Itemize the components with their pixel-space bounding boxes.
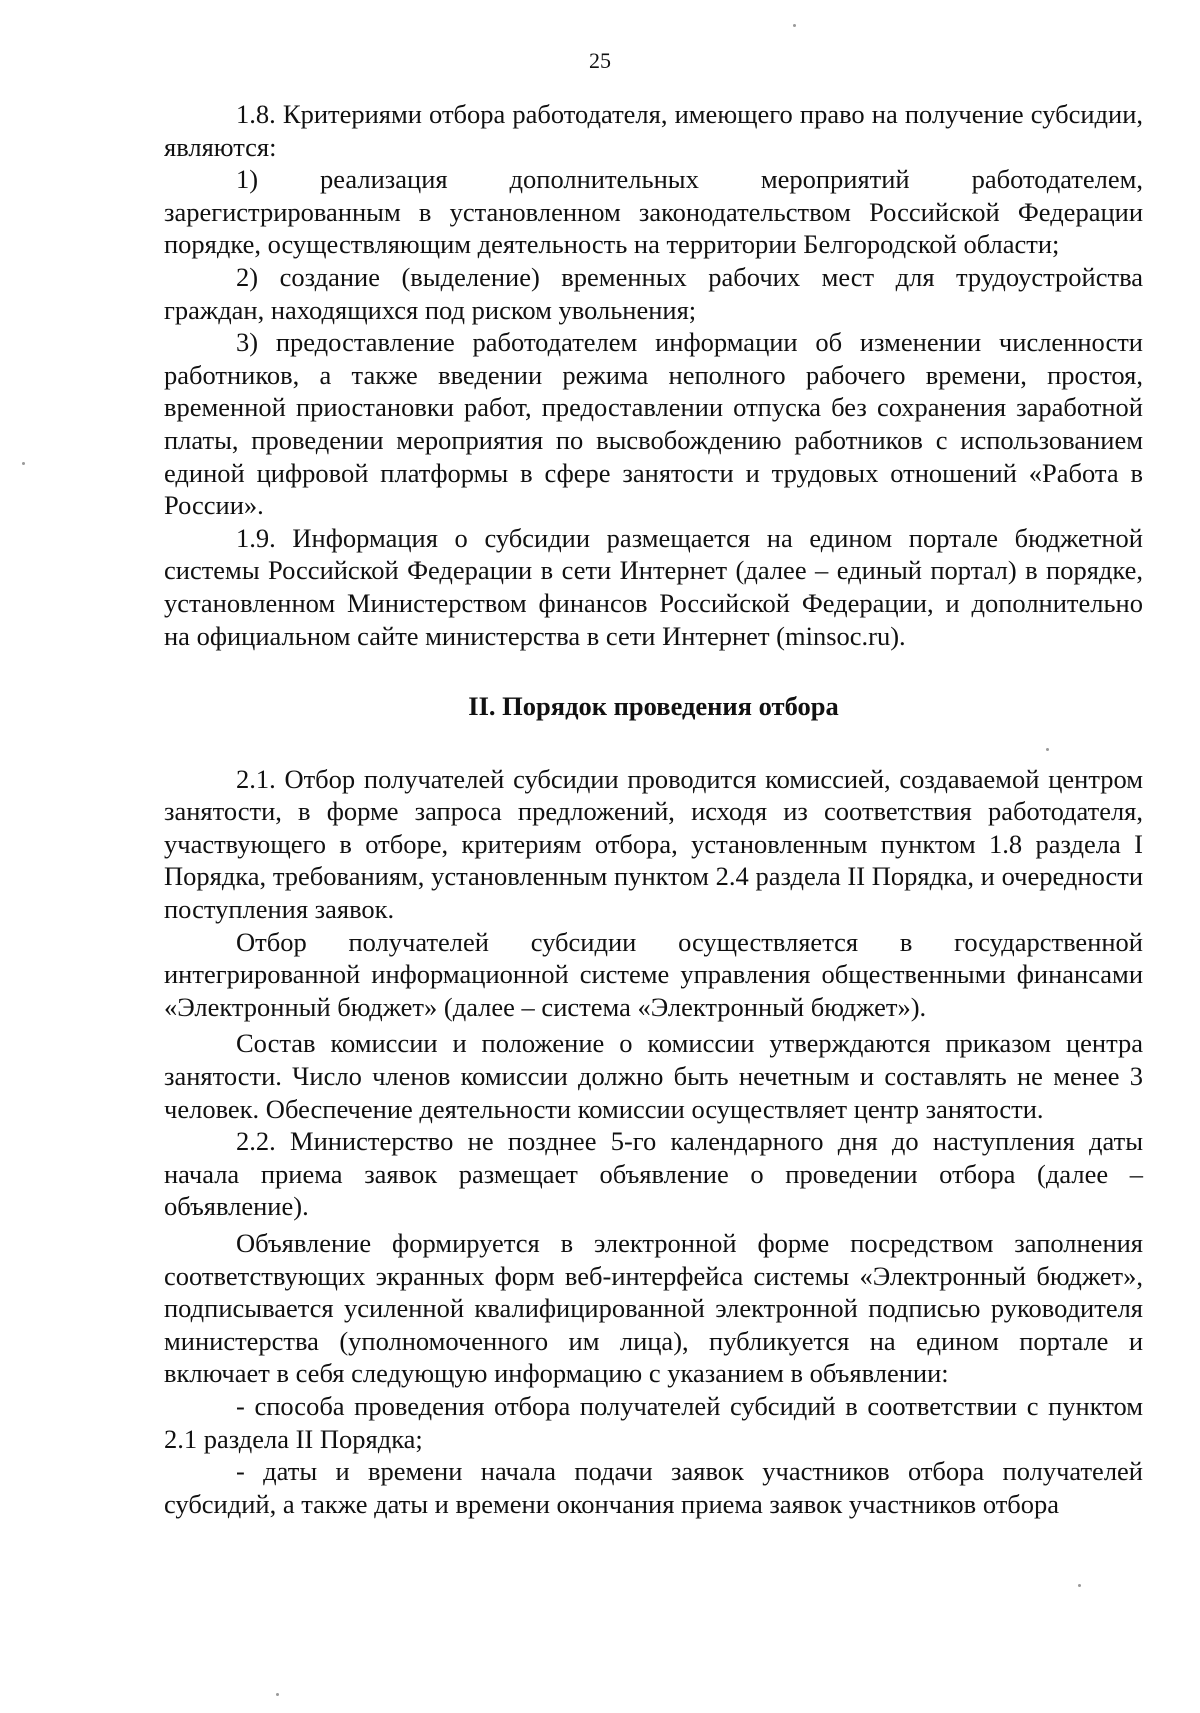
- paragraph-1-8: 1.8. Критериями отбора работодателя, имеющего право на получение субсидии, являются:: [164, 99, 1143, 162]
- paragraph-1-8-item-1: 1) реализация дополнительных мероприятий работодателем, зарегистрированным в установленном законодательством Российской Федерации порядке, осуществляющим деятельность на территории Белгородской области;: [164, 164, 1143, 260]
- document-body: [164, 98, 1143, 1520]
- paragraph-2-1: 2.1. Отбор получателей субсидии проводится комиссией, создаваемой центром занятости, в форме запроса предложений, исходя из соответствия работодателя, участвующего в отборе, критериям отбора, установленным пунктом 1.8 раздела I Порядка, требованиям, установленным пунктом 2.4 раздела II Порядка, и очередности поступления заявок.: [164, 763, 1143, 925]
- paragraph-2-2-item-2: - даты и времени начала подачи заявок участников отбора получателей субсидий, а также даты и времени окончания приема заявок участников отбора: [164, 1456, 1143, 1519]
- scan-speck: [1046, 748, 1049, 751]
- paragraph-2-2-b: Объявление формируется в электронной форме посредством заполнения соответствующих экранных форм веб-интерфейса системы «Электронный бюджет», подписывается усиленной квалифицированной электронной подписью руководителя министерства (уполномоченного им лица), публикуется на едином портале и включает в себя следующую информацию с указанием в объявлении:: [164, 1228, 1143, 1389]
- scan-speck: [1078, 1584, 1081, 1587]
- scan-speck: [22, 462, 25, 465]
- scan-speck: [276, 1693, 279, 1696]
- paragraph-1-9: 1.9. Информация о субсидии размещается на едином портале бюджетной системы Российской Федерации в сети Интернет (далее – единый портал) в порядке, установленном Министерством финансов Российской Федерации, и дополнительно на официальном сайте министерства в сети Интернет (minsoc.ru).: [164, 522, 1143, 651]
- paragraph-1-8-item-2: 2) создание (выделение) временных рабочих мест для трудоустройства граждан, находящихся под риском увольнения;: [164, 261, 1143, 325]
- paragraph-2-1-b: Отбор получателей субсидии осуществляется в государственной интегрированной информационной системе управления общественными финансами «Электронный бюджет» (далее – система «Электронный бюджет»).: [164, 926, 1143, 1022]
- scan-speck: [793, 24, 796, 27]
- page-number: 25: [589, 48, 611, 73]
- paragraph-2-2: 2.2. Министерство не позднее 5-го календарного дня до наступления даты начала приема заявок размещает объявление о проведении отбора (далее – объявление).: [164, 1126, 1143, 1222]
- paragraph-2-1-c: Состав комиссии и положение о комиссии утверждаются приказом центра занятости. Число членов комиссии должно быть нечетным и составлять не менее 3 человек. Обеспечение деятельности комиссии осуществляет центр занятости.: [164, 1028, 1143, 1124]
- paragraph-1-8-item-3: 3) предоставление работодателем информации об изменении численности работников, а также введении режима неполного рабочего времени, простоя, временной приостановки работ, предоставлении отпуска без сохранения заработной платы, проведении мероприятия по высвобождению работников с использованием единой цифровой платформы в сфере занятости и трудовых отношений «Работа в России».: [164, 327, 1143, 521]
- paragraph-2-2-item-1: - способа проведения отбора получателей субсидий в соответствии с пунктом 2.1 раздела II Порядка;: [164, 1390, 1143, 1454]
- section-2-heading: II. Порядок проведения отбора: [468, 691, 839, 722]
